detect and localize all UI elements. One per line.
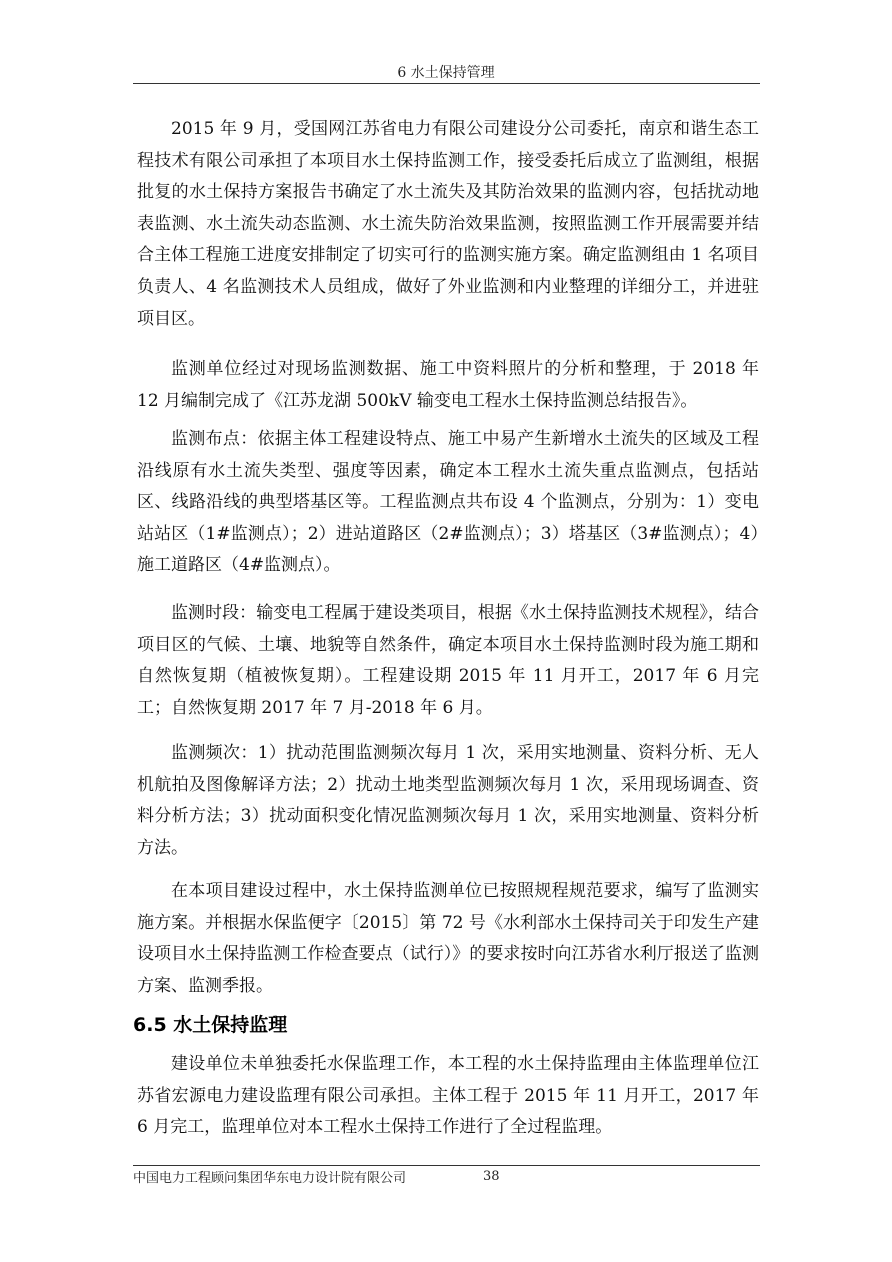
- body-paragraph-1: 2015 年 9 月，受国网江苏省电力有限公司建设分公司委托，南京和谐生态工程技术有限公司承担了本项目水土保持监测工作，接受委托后成立了监测组，根据批复的水土保持方案报告书确定了水土流失及其防治效果的监测内容，包括扰动地表监测、水土流失动态监测、水土流失防治效果监测，按照监测工作开展需要并结合主体工程施工进度安排制定了切实可行的监测实施方案。确定监测组由 1 名项目负责人、4 名监测技术人员组成，做好了外业监测和内业整理的详细分工，并进驻项目区。: [137, 119, 759, 329]
- body-paragraph-5: 监测频次：1）扰动范围监测频次每月 1 次，采用实地测量、资料分析、无人机航拍及图像解译方法；2）扰动土地类型监测频次每月 1 次，采用现场调查、资料分析方法；3）扰动面积变化情况监测频次每月 1 次，采用实地测量、资料分析方法。: [137, 743, 759, 858]
- running-header-title: 6 水土保持管理: [397, 65, 495, 81]
- footer-divider: [133, 1165, 760, 1166]
- body-paragraph-6: 在本项目建设过程中，水土保持监测单位已按照规程规范要求，编写了监测实施方案。并根据水保监便字〔2015〕第 72 号《水利部水土保持司关于印发生产建设项目水土保持监测工作检查要点（试行）》的要求按时向江苏省水利厅报送了监测方案、监测季报。: [137, 881, 759, 996]
- body-paragraph-3: 监测布点：依据主体工程建设特点、施工中易产生新增水土流失的区域及工程沿线原有水土流失类型、强度等因素，确定本工程水土流失重点监测点，包括站区、线路沿线的典型塔基区等。工程监测点共布设 4 个监测点，分别为：1）变电站站区（1#监测点）；2）进站道路区（2#监测点）；3）塔基区（3#监测点）；4）施工道路区（4#监测点）。: [137, 429, 759, 576]
- section-paragraph: 建设单位未单独委托水保监理工作，本工程的水土保持监理由主体监理单位江苏省宏源电力建设监理有限公司承担。主体工程于 2015 年 11 月开工，2017 年 6 月完工，监理单位对本工程水土保持工作进行了全过程监理。: [137, 1054, 759, 1138]
- body-paragraph-4: 监测时段：输变电工程属于建设类项目，根据《水土保持监测技术规程》，结合项目区的气候、土壤、地貌等自然条件，确定本项目水土保持监测时段为施工期和自然恢复期（植被恢复期）。工程建设期 2015 年 11 月开工，2017 年 6 月完工；自然恢复期 2017 年 7 月-2018 年 6 月。: [137, 603, 759, 718]
- footer-organization: 中国电力工程顾问集团华东电力设计院有限公司: [133, 1171, 407, 1186]
- page-number: 38: [483, 1169, 500, 1184]
- section-heading: 6.5 水土保持监理: [133, 1014, 288, 1036]
- body-paragraph-2: 监测单位经过对现场监测数据、施工中资料照片的分析和整理，于 2018 年 12 月编制完成了《江苏龙湖 500kV 输变电工程水土保持监测总结报告》。: [137, 359, 759, 411]
- header-divider: [133, 83, 760, 84]
